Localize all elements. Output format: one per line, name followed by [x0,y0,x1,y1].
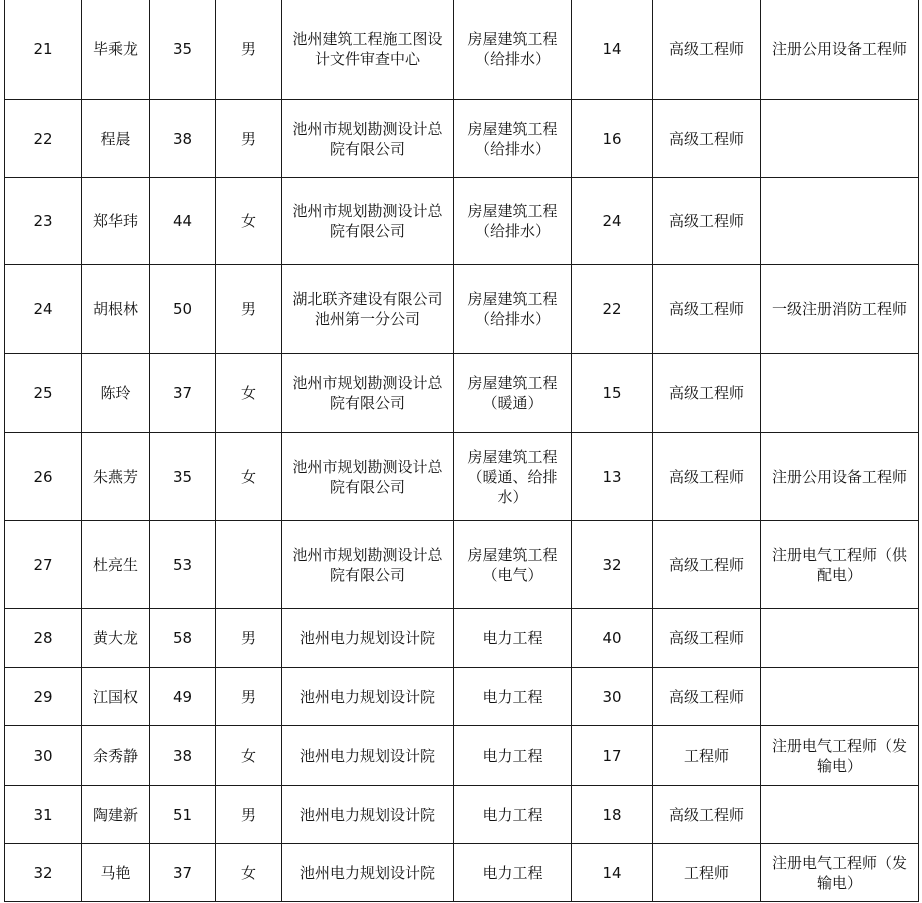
table-row [5,668,919,726]
table-row [5,609,919,668]
professional-title: 高级工程师 [653,668,761,726]
row-number: 30 [5,726,82,786]
age: 58 [150,609,216,668]
work-unit: 池州市规划勘测设计总院有限公司 [282,433,454,521]
person-name: 程晨 [82,100,150,178]
age: 35 [150,433,216,521]
age: 51 [150,786,216,844]
years-of-experience: 18 [572,786,653,844]
age: 37 [150,844,216,902]
row-number: 24 [5,265,82,354]
person-name: 陶建新 [82,786,150,844]
specialty: 电力工程 [454,668,572,726]
person-name: 黄大龙 [82,609,150,668]
specialty: 房屋建筑工程（给排水） [454,178,572,265]
gender: 男 [216,265,282,354]
age: 38 [150,100,216,178]
age: 44 [150,178,216,265]
certification [761,668,919,726]
professional-title: 高级工程师 [653,0,761,100]
work-unit: 池州电力规划设计院 [282,726,454,786]
work-unit: 池州电力规划设计院 [282,609,454,668]
table-row [5,265,919,354]
specialty: 房屋建筑工程（电气） [454,521,572,609]
person-name: 郑华玮 [82,178,150,265]
specialty: 电力工程 [454,844,572,902]
expert-roster-table [4,0,919,902]
work-unit: 池州电力规划设计院 [282,844,454,902]
gender: 男 [216,100,282,178]
table-row [5,786,919,844]
years-of-experience: 22 [572,265,653,354]
specialty: 房屋建筑工程（给排水） [454,0,572,100]
person-name: 胡根林 [82,265,150,354]
age: 37 [150,354,216,433]
work-unit: 池州市规划勘测设计总院有限公司 [282,100,454,178]
years-of-experience: 40 [572,609,653,668]
person-name: 余秀静 [82,726,150,786]
table-row [5,178,919,265]
row-number: 28 [5,609,82,668]
table-row [5,726,919,786]
work-unit: 池州市规划勘测设计总院有限公司 [282,178,454,265]
row-number: 29 [5,668,82,726]
gender: 女 [216,354,282,433]
years-of-experience: 15 [572,354,653,433]
professional-title: 高级工程师 [653,609,761,668]
person-name: 毕乘龙 [82,0,150,100]
specialty: 房屋建筑工程（暖通、给排水） [454,433,572,521]
age: 50 [150,265,216,354]
years-of-experience: 17 [572,726,653,786]
years-of-experience: 14 [572,844,653,902]
specialty: 电力工程 [454,786,572,844]
row-number: 31 [5,786,82,844]
specialty: 房屋建筑工程（暖通） [454,354,572,433]
years-of-experience: 32 [572,521,653,609]
gender: 男 [216,0,282,100]
age: 49 [150,668,216,726]
gender: 女 [216,844,282,902]
professional-title: 高级工程师 [653,433,761,521]
gender: 男 [216,786,282,844]
table-row [5,521,919,609]
person-name: 杜亮生 [82,521,150,609]
person-name: 江国权 [82,668,150,726]
professional-title: 高级工程师 [653,521,761,609]
age: 53 [150,521,216,609]
professional-title: 高级工程师 [653,786,761,844]
professional-title: 工程师 [653,726,761,786]
professional-title: 高级工程师 [653,354,761,433]
years-of-experience: 24 [572,178,653,265]
years-of-experience: 13 [572,433,653,521]
professional-title: 工程师 [653,844,761,902]
row-number: 32 [5,844,82,902]
gender: 女 [216,726,282,786]
years-of-experience: 14 [572,0,653,100]
person-name: 陈玲 [82,354,150,433]
certification: 注册电气工程师（发输电） [761,844,919,902]
age: 38 [150,726,216,786]
table-row [5,433,919,521]
professional-title: 高级工程师 [653,265,761,354]
row-number: 22 [5,100,82,178]
certification [761,100,919,178]
row-number: 26 [5,433,82,521]
specialty: 电力工程 [454,726,572,786]
table-row [5,354,919,433]
age: 35 [150,0,216,100]
table-row [5,844,919,902]
certification: 注册公用设备工程师 [761,433,919,521]
gender [216,521,282,609]
certification [761,178,919,265]
professional-title: 高级工程师 [653,100,761,178]
specialty: 电力工程 [454,609,572,668]
row-number: 21 [5,0,82,100]
work-unit: 池州市规划勘测设计总院有限公司 [282,521,454,609]
work-unit: 池州电力规划设计院 [282,786,454,844]
work-unit: 池州建筑工程施工图设计文件审查中心 [282,0,454,100]
work-unit: 池州市规划勘测设计总院有限公司 [282,354,454,433]
specialty: 房屋建筑工程（给排水） [454,100,572,178]
certification: 一级注册消防工程师 [761,265,919,354]
row-number: 27 [5,521,82,609]
certification: 注册电气工程师（供配电） [761,521,919,609]
gender: 女 [216,178,282,265]
years-of-experience: 16 [572,100,653,178]
certification [761,354,919,433]
table-row [5,0,919,100]
table-row [5,100,919,178]
person-name: 马艳 [82,844,150,902]
certification [761,609,919,668]
years-of-experience: 30 [572,668,653,726]
gender: 男 [216,609,282,668]
gender: 女 [216,433,282,521]
row-number: 23 [5,178,82,265]
certification [761,786,919,844]
work-unit: 池州电力规划设计院 [282,668,454,726]
certification: 注册电气工程师（发输电） [761,726,919,786]
row-number: 25 [5,354,82,433]
work-unit: 湖北联齐建设有限公司池州第一分公司 [282,265,454,354]
gender: 男 [216,668,282,726]
specialty: 房屋建筑工程（给排水） [454,265,572,354]
person-name: 朱燕芳 [82,433,150,521]
certification: 注册公用设备工程师 [761,0,919,100]
professional-title: 高级工程师 [653,178,761,265]
